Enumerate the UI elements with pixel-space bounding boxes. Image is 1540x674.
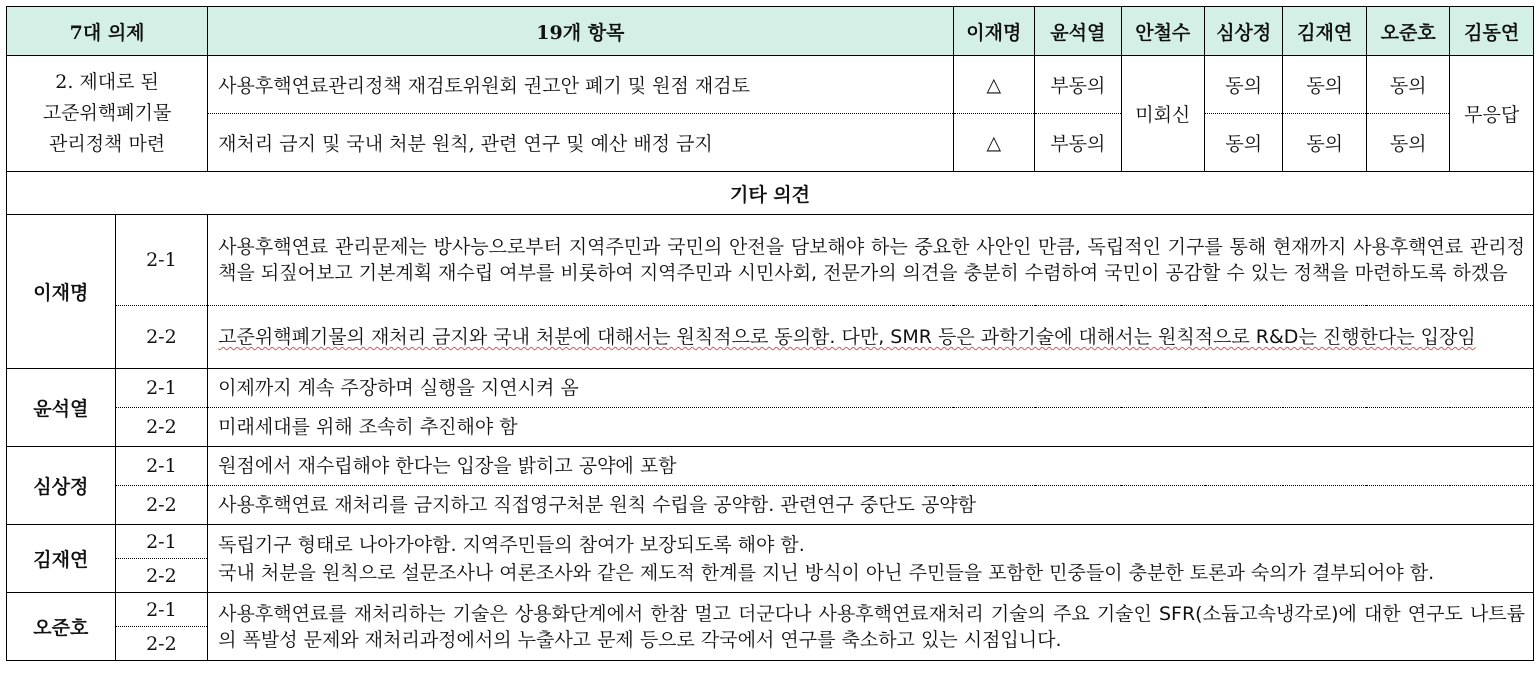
agenda-line: 관리정책 마련 [48, 133, 166, 155]
merged-response-cell: 미회신 [1121, 56, 1204, 172]
opinion-candidate: 윤석열 [7, 369, 116, 447]
opinion-number: 2-1 [115, 525, 208, 559]
opinion-row [7, 215, 1534, 306]
header-candidate: 김재연 [1283, 7, 1366, 56]
item-text: 사용후핵연료관리정책 재검토위원회 권고안 폐기 및 원점 재검토 [208, 56, 953, 114]
opinion-number: 2-1 [115, 447, 208, 486]
opinion-number: 2-2 [115, 627, 208, 661]
response-cell: 동의 [1366, 56, 1449, 114]
opinion-number: 2-2 [115, 408, 208, 447]
opinion-number: 2-1 [115, 369, 208, 408]
response-cell: △ [953, 56, 1034, 114]
response-cell: 부동의 [1035, 56, 1122, 114]
response-cell: 동의 [1205, 114, 1283, 172]
opinion-text: 미래세대를 위해 조속히 추진해야 함 [208, 408, 1534, 447]
response-cell: 동의 [1283, 56, 1366, 114]
agenda-line: 고준위핵폐기물 [42, 102, 172, 124]
response-cell: 부동의 [1035, 114, 1122, 172]
opinion-candidate: 김재연 [7, 525, 116, 593]
opinion-text [208, 525, 1534, 593]
item-text: 재처리 금지 및 국내 처분 원칙, 관련 연구 및 예산 배정 금지 [208, 114, 953, 172]
opinion-row [7, 369, 1534, 408]
policy-response-table [6, 6, 1534, 661]
agenda-cell [7, 56, 208, 172]
opinion-row [7, 408, 1534, 447]
policy-response-table-container [6, 6, 1534, 661]
opinion-number: 2-1 [115, 215, 208, 306]
opinion-candidate: 심상정 [7, 447, 116, 525]
header-candidate: 이재명 [953, 7, 1034, 56]
opinion-line: 국내 처분을 원칙으로 설문조사나 여론조사와 같은 제도적 한계를 지닌 방식이 아닌 주민들을 포함한 민중들이 충분한 토론과 숙의가 결부되어야 함. [218, 561, 1435, 584]
header-candidate: 심상정 [1205, 7, 1283, 56]
header-candidate: 안철수 [1121, 7, 1204, 56]
opinion-row [7, 486, 1534, 525]
response-cell: 동의 [1283, 114, 1366, 172]
opinion-line: 독립기구 형태로 나아가야함. 지역주민들의 참여가 보장되도록 해야 함. [218, 533, 805, 556]
opinion-number: 2-2 [115, 306, 208, 369]
header-candidate: 김동연 [1450, 7, 1534, 56]
opinion-text: 사용후핵연료 재처리를 금지하고 직접영구처분 원칙 수립을 공약함. 관련연구 중단도 공약함 [208, 486, 1534, 525]
opinion-candidate: 오준호 [7, 593, 116, 661]
opinion-text [208, 306, 1534, 369]
opinion-candidate: 이재명 [7, 215, 116, 369]
header-candidate: 오준호 [1366, 7, 1449, 56]
opinion-number: 2-2 [115, 559, 208, 593]
response-cell: △ [953, 114, 1034, 172]
opinion-text: 사용후핵연료를 재처리하는 기술은 상용화단계에서 한참 멀고 더군다나 사용후핵연료재처리 기술의 주요 기술인 SFR(소듐고속냉각로)에 대한 연구도 나트륨의 폭발성 문제와 재처리과정에서의 누출사고 문제 등으로 각국에서 연구를 축소하고 있는 시점입니다. [208, 593, 1534, 661]
opinion-row [7, 306, 1534, 369]
opinion-text: 원점에서 재수립해야 한다는 입장을 밝히고 공약에 포함 [208, 447, 1534, 486]
header-agenda: 7대 의제 [7, 7, 208, 56]
opinion-row [7, 447, 1534, 486]
merged-response-cell: 무응답 [1450, 56, 1534, 172]
agenda-line: 2. 제대로 된 [55, 71, 159, 93]
item-row [7, 114, 1534, 172]
opinion-text-span: 고준위핵폐기물의 재처리 금지와 국내 처분에 대해서는 원칙적으로 동의함. 다만, SMR 등은 과학기술에 대해서는 원칙적으로 R&D는 진행한다는 입장임 [218, 326, 1476, 348]
header-row [7, 7, 1534, 56]
header-candidate: 윤석열 [1035, 7, 1122, 56]
opinion-number: 2-1 [115, 593, 208, 627]
opinion-row [7, 525, 1534, 559]
opinion-row [7, 593, 1534, 627]
opinion-text: 이제까지 계속 주장하며 실행을 지연시켜 옴 [208, 369, 1534, 408]
header-items: 19개 항목 [208, 7, 953, 56]
item-row [7, 56, 1534, 114]
opinion-text: 사용후핵연료 관리문제는 방사능으로부터 지역주민과 국민의 안전을 담보해야 하는 중요한 사안인 만큼, 독립적인 기구를 통해 현재까지 사용후핵연료 관리정책을 되짚어보고 기본계획 재수립 여부를 비롯하여 지역주민과 시민사회, 전문가의 의견을 충분히 수렴하여 국민이 공감할 수 있는 정책을 마련하도록 하겠음 [208, 215, 1534, 306]
other-opinions-row [7, 172, 1534, 215]
opinion-number: 2-2 [115, 486, 208, 525]
response-cell: 동의 [1366, 114, 1449, 172]
other-opinions-title: 기타 의견 [7, 172, 1534, 215]
response-cell: 동의 [1205, 56, 1283, 114]
